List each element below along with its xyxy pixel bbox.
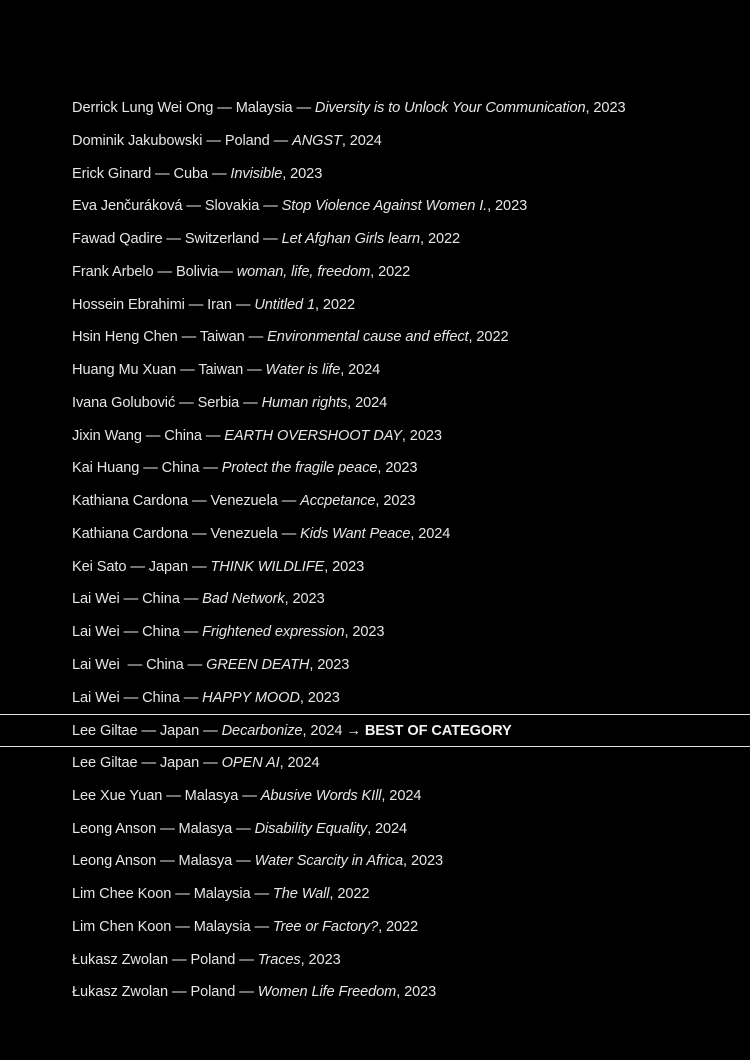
- country: China: [161, 460, 200, 477]
- year: , 2024: [302, 723, 343, 740]
- country: Bolivia: [175, 263, 219, 280]
- separator: —: [175, 394, 198, 411]
- work-title: GREEN DEATH: [206, 656, 310, 673]
- year: , 2023: [377, 460, 418, 477]
- separator: —: [119, 624, 143, 640]
- year: , 2023: [344, 624, 385, 640]
- country: China: [142, 624, 180, 640]
- country: Malasya: [184, 787, 239, 804]
- country: Slovakia: [204, 198, 260, 215]
- work-title: The Wall: [272, 886, 330, 902]
- separator: —: [153, 263, 176, 280]
- list-item: [0, 452, 750, 485]
- work-title: Disability Equality: [254, 820, 368, 837]
- separator: —: [269, 132, 293, 149]
- list-item: [0, 420, 750, 453]
- separator: —: [184, 296, 208, 313]
- separator: —: [156, 853, 179, 870]
- year: , 2022: [420, 231, 461, 247]
- list-item: [0, 125, 750, 158]
- list-item: [0, 682, 750, 715]
- separator: —: [231, 296, 255, 313]
- year: , 2023: [282, 165, 323, 182]
- separator: —: [199, 723, 222, 740]
- separator: —: [277, 525, 301, 542]
- work-title: Traces: [257, 951, 301, 968]
- separator: —: [235, 951, 258, 968]
- list-item: [0, 387, 750, 420]
- work-title: Decarbonize: [221, 723, 303, 740]
- artist-name: Lai Wei: [72, 656, 120, 673]
- separator: —: [126, 558, 149, 575]
- artist-name: Eva Jenčuráková: [72, 198, 183, 215]
- year: , 2023: [300, 951, 341, 968]
- country: Malasya: [178, 853, 233, 870]
- separator: —: [188, 525, 211, 542]
- work-title: Kids Want Peace: [300, 525, 411, 542]
- year: , 2024: [279, 755, 320, 771]
- separator: —: [137, 755, 160, 771]
- list-item: [0, 583, 750, 616]
- work-title: Frightened expression: [202, 624, 345, 640]
- year: , 2023: [324, 558, 365, 575]
- artist-name: Łukasz Zwolan: [72, 984, 169, 1001]
- country: Malaysia: [193, 918, 251, 935]
- work-title: woman, life, freedom: [236, 263, 371, 280]
- year: , 2023: [401, 427, 442, 444]
- year: , 2023: [284, 591, 325, 608]
- separator: —: [141, 427, 165, 444]
- country: China: [142, 689, 180, 706]
- artist-name: Frank Arbelo: [72, 263, 154, 280]
- separator: —: [201, 427, 225, 444]
- list-item: [0, 354, 750, 387]
- work-title: Water is life: [265, 362, 341, 378]
- separator: —: [188, 493, 211, 509]
- list-item: [0, 878, 750, 911]
- list-item: [0, 649, 750, 682]
- separator: —: [179, 624, 203, 640]
- separator: —: [250, 918, 273, 935]
- artist-name: Fawad Qadire: [72, 231, 163, 247]
- artist-name: Kathiana Cardona: [72, 493, 189, 509]
- work-title: Bad Network: [202, 591, 285, 608]
- separator: —: [151, 165, 174, 182]
- artist-name: Lim Chen Koon: [72, 918, 172, 935]
- separator: —: [232, 853, 255, 870]
- separator: —: [235, 984, 258, 1001]
- country: Japan: [159, 755, 200, 771]
- year: , 2023: [375, 493, 416, 509]
- artist-name: Jixin Wang: [72, 427, 142, 444]
- highlighted-list-item: [0, 714, 750, 747]
- artist-name: Leong Anson: [72, 820, 157, 837]
- separator: —: [238, 787, 261, 804]
- work-title: Untitled 1: [254, 296, 315, 313]
- year: , 2023: [403, 853, 444, 870]
- work-title: Women Life Freedom: [257, 984, 397, 1001]
- artist-name: Hossein Ebrahimi: [72, 296, 185, 313]
- country: Serbia: [197, 394, 240, 411]
- work-title: Stop Violence Against Women I.: [281, 198, 488, 215]
- year: , 2022: [314, 296, 355, 313]
- separator: —: [177, 329, 200, 346]
- separator: —: [243, 362, 266, 378]
- list-item: [0, 321, 750, 354]
- artist-name: Lai Wei: [72, 591, 120, 608]
- separator: —: [292, 100, 315, 116]
- separator: —: [202, 132, 225, 149]
- separator: —: [259, 231, 282, 247]
- work-title: OPEN AI: [221, 755, 280, 771]
- artist-name: Derrick Lung Wei Ong: [72, 100, 214, 116]
- year: , 2024: [410, 525, 451, 542]
- separator: —: [188, 558, 211, 575]
- work-title: HAPPY MOOD: [202, 689, 300, 706]
- artist-name: Lai Wei: [72, 624, 120, 640]
- separator: —: [119, 591, 143, 608]
- artist-name: Huang Mu Xuan: [72, 362, 177, 378]
- separator: —: [244, 329, 268, 346]
- separator: —: [208, 165, 231, 182]
- separator: —: [168, 951, 191, 968]
- separator: —: [119, 656, 147, 673]
- award-label: → BEST OF CATEGORY: [342, 723, 512, 740]
- separator: —: [139, 460, 162, 477]
- separator: —: [213, 100, 236, 116]
- separator: —: [156, 820, 179, 837]
- country: Iran: [207, 296, 232, 313]
- artist-name: Hsin Heng Chen: [72, 329, 178, 346]
- artist-name: Lee Giltae: [72, 723, 138, 740]
- work-title: Let Afghan Girls learn: [281, 231, 421, 247]
- list-item: [0, 911, 750, 944]
- country: China: [142, 591, 180, 608]
- country: Malaysia: [193, 886, 251, 902]
- country: Poland: [224, 132, 270, 149]
- artist-name: Dominik Jakubowski: [72, 132, 203, 149]
- separator: —: [179, 689, 203, 706]
- year: , 2022: [468, 329, 509, 346]
- country: Malaysia: [235, 100, 293, 116]
- year: , 2024: [341, 132, 382, 149]
- year: , 2023: [585, 100, 626, 116]
- work-title: Tree or Factory?: [272, 918, 379, 935]
- year: , 2022: [378, 918, 419, 935]
- separator: —: [171, 886, 194, 902]
- list-item: [0, 747, 750, 780]
- artist-name: Kei Sato: [72, 558, 127, 575]
- work-title: Diversity is to Unlock Your Communication: [314, 100, 586, 116]
- country: Venezuela: [210, 525, 278, 542]
- separator: —: [162, 787, 185, 804]
- list-item: [0, 780, 750, 813]
- work-title: THINK WILDLIFE: [210, 558, 325, 575]
- separator: —: [182, 198, 205, 215]
- country: Cuba: [173, 165, 208, 182]
- country: Venezuela: [210, 493, 278, 509]
- list-item: [0, 944, 750, 977]
- separator: —: [277, 493, 301, 509]
- list-item: [0, 256, 750, 289]
- country: Poland: [190, 951, 236, 968]
- artist-name: Ivana Golubović: [72, 394, 176, 411]
- year: , 2023: [309, 656, 350, 673]
- work-title: Human rights: [261, 394, 348, 411]
- separator: —: [168, 984, 191, 1001]
- artist-name: Erick Ginard: [72, 165, 152, 182]
- artist-name: Leong Anson: [72, 853, 157, 870]
- separator: —: [239, 394, 262, 411]
- country: Malasya: [178, 820, 233, 837]
- artist-name: Lim Chee Koon: [72, 886, 172, 902]
- work-title: Protect the fragile peace: [221, 460, 378, 477]
- country: Japan: [159, 723, 200, 740]
- artist-name: Kai Huang: [72, 460, 140, 477]
- list-item: [0, 551, 750, 584]
- list-item: [0, 223, 750, 256]
- list-item: [0, 289, 750, 322]
- separator: —: [171, 918, 194, 935]
- separator: —: [119, 689, 143, 706]
- artist-name: Lee Xue Yuan: [72, 787, 163, 804]
- country: China: [146, 656, 184, 673]
- work-title: Accpetance: [300, 493, 376, 509]
- separator: —: [162, 231, 185, 247]
- separator: —: [199, 755, 222, 771]
- year: , 2024: [340, 362, 381, 378]
- year: , 2024: [367, 820, 408, 837]
- separator: —: [183, 656, 207, 673]
- list-item: [0, 485, 750, 518]
- separator: —: [218, 263, 237, 280]
- list-item: [0, 616, 750, 649]
- country: Poland: [190, 984, 236, 1001]
- work-title: ANGST: [292, 132, 342, 149]
- separator: —: [137, 723, 160, 740]
- list-item: [0, 845, 750, 878]
- artist-name: Łukasz Zwolan: [72, 951, 169, 968]
- list-item: [0, 813, 750, 846]
- work-title: Invisible: [230, 165, 283, 182]
- year: , 2022: [329, 886, 370, 902]
- list-item: [0, 976, 750, 1009]
- artist-name: Kathiana Cardona: [72, 525, 189, 542]
- artist-name: Lee Giltae: [72, 755, 138, 771]
- country: Taiwan: [198, 362, 244, 378]
- work-title: Water Scarcity in Africa: [254, 853, 404, 870]
- year: , 2023: [396, 984, 437, 1001]
- separator: —: [176, 362, 199, 378]
- year: , 2024: [381, 787, 422, 804]
- list-item: [0, 190, 750, 223]
- separator: —: [250, 886, 273, 902]
- list-item: [0, 92, 750, 125]
- list-item: [0, 158, 750, 191]
- work-title: Abusive Words KIll: [260, 787, 382, 804]
- artist-name: Lai Wei: [72, 689, 120, 706]
- country: Switzerland: [184, 231, 260, 247]
- country: Japan: [148, 558, 189, 575]
- country: Taiwan: [199, 329, 245, 346]
- year: , 2022: [370, 263, 411, 280]
- list-item: [0, 518, 750, 551]
- separator: —: [259, 198, 282, 215]
- separator: —: [179, 591, 203, 608]
- year: , 2024: [347, 394, 388, 411]
- year: , 2023: [299, 689, 340, 706]
- entry-list: [0, 92, 750, 1009]
- separator: —: [199, 460, 222, 477]
- separator: —: [232, 820, 255, 837]
- work-title: Environmental cause and effect: [267, 329, 469, 346]
- country: China: [164, 427, 202, 444]
- year: , 2023: [487, 198, 528, 215]
- work-title: EARTH OVERSHOOT DAY: [224, 427, 402, 444]
